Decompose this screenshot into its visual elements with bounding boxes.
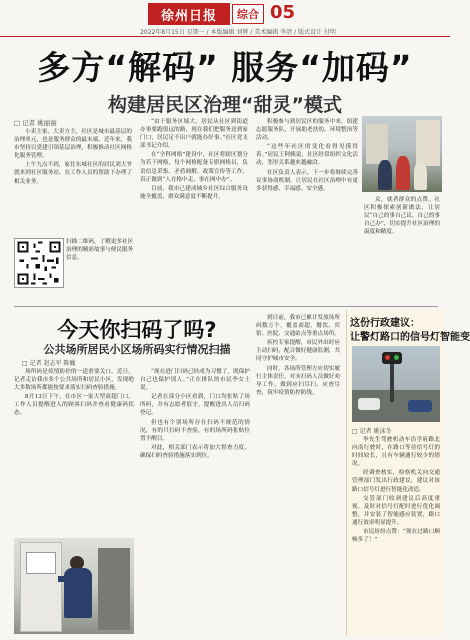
lead-photo <box>362 116 442 192</box>
paragraph: 交管部门收到建议后高度重视，及时对信号灯配时进行优化调整，并安装了智能感应装置，路口通行效率明显提升。 <box>352 495 440 526</box>
paragraph: 记者在部分小区看到，门口均张贴了场所码，并有志愿者值守，提醒进出人员扫码登记。 <box>140 394 250 417</box>
story2-column-1 <box>14 368 134 536</box>
paragraph: 场所码是疫情防控的一道重要关口。近日，记者走访我市多个公共场所和居民小区，发现绝大多数场所都能按要求落实扫码查验措施。 <box>14 369 134 392</box>
paragraph: 市民纷纷点赞：“现在过路口顺畅多了！” <box>352 529 440 544</box>
lead-column-3 <box>256 118 358 302</box>
story2-column-2 <box>140 368 250 634</box>
paragraph: 8月13日下午，在市区一家大型商超门口，工作人员提醒进入的顾客扫码并查看健康码状态。 <box>14 394 134 417</box>
paragraph: 但也有个别场所存在扫码不规范的情况，有的只扫码不查验，有的场所码张贴位置不醒目。 <box>140 419 250 442</box>
page-number: 05 <box>270 2 296 23</box>
qr-code[interactable] <box>14 238 64 288</box>
paragraph: “这些年社区的变化看得见摸得着。”居民王阿姨说，社区经常组织文化活动，邻里关系越来越融洽。 <box>256 144 358 167</box>
story2-byline: □ 记者 赵志军 陈巍 <box>22 360 76 367</box>
section-label: 综合 <box>232 4 264 24</box>
paragraph: 李先生驾驶机动车沿学府路北向南行驶时，在路口等待信号灯的时间较长，且有车辆通行较少的情况。 <box>352 437 440 468</box>
section-divider <box>14 306 438 307</box>
paragraph: “由于服务区域大，居民从社区到街道办事要跑很远的路，现在我们把服务送到家门口，居民足不出户就能办好事。”社区党支部书记介绍。 <box>140 119 248 150</box>
paragraph: 目前，我市已建成城乡社区综合服务设施全覆盖，群众满意度不断提升。 <box>140 185 248 200</box>
paragraph: 对此，相关部门表示将加大督查力度，确保扫码查验措施落实到位。 <box>140 444 250 459</box>
paragraph: 疾控专家提醒，市民外出时应主动扫码，配合做好健康监测，共同守护城市安全。 <box>256 340 340 363</box>
side-box-photo <box>352 346 440 422</box>
paper-logo <box>148 3 230 25</box>
lead-column-4 <box>364 196 440 302</box>
paragraph: 到目前，我市已累计发放场所码数万个，覆盖商超、餐饮、宾馆、医院、交通站点等重点场所。 <box>256 315 340 338</box>
paragraph: 社区负责人表示，下一步将继续完善议事协商机制，让居民在社区治理中有更多获得感、幸福感、安全感。 <box>256 169 358 192</box>
story2-headline: 今天你扫码了吗? <box>57 318 217 342</box>
lead-byline: □ 记者 姚丽丽 <box>14 119 57 127</box>
masthead-rule <box>0 36 450 37</box>
story2-subtitle: 公共场所居民小区场所码实行情况扫描 <box>43 343 231 356</box>
paragraph: “现在进门扫码已经成为习惯了，既保护自己也保护别人。”正在排队的市民李女士说。 <box>140 369 250 392</box>
paragraph: 在“全科网格”建设中，社区将辖区划分为若干网格，每个网格配备专职网格员，负责信息采集、矛盾调解、政策宣传等工作，真正做到“人在格中走、事在网中办”。 <box>140 152 248 183</box>
paragraph: 上午九点不到，家住东城社区的居民刘大爷就来到社区服务站，在工作人员的帮助下办理了相关业务。 <box>14 162 132 185</box>
paragraph: 同时，各场所管理方应切实履行主体责任，对未扫码人员做好劝导工作，做到应扫尽扫、应查尽查，筑牢疫情防控防线。 <box>256 365 340 396</box>
side-box-column <box>352 436 440 634</box>
story2-column-3 <box>256 314 340 634</box>
paragraph: 经调查核实，检察机关向交通管理部门发出行政建议，建议对该路口信号灯进行智能化改造。 <box>352 470 440 493</box>
qr-caption: 扫描二维码，了解更多社区治理的精彩故事与便民服务信息。 <box>66 239 134 261</box>
date-line: 2022年8月15日 星期一 / 本版编辑 刘辉 / 美术编辑 李清 / 版式设计 付明 <box>140 29 336 36</box>
paper-name: 徐州日报 <box>160 8 217 24</box>
side-box-title: 这份行政建议： <box>350 318 420 329</box>
paragraph: 众，就者群众的点赞。社区积极探索创新做法，让居民“自己的事自己议、自己的事自己办”，切实提升社区治理的温度和精度。 <box>364 197 440 236</box>
paragraph: 小卖主家、大卖方主，社区是城市最基层的治理单元，也是服务群众的最末端。近年来，我市坚持以党建引领基层治理，积极推动社区网格化服务管理。 <box>14 129 132 160</box>
lead-headline: 多方“解码” 服务“加码” <box>37 48 413 87</box>
side-box-byline: □ 记者 姚沫冬 <box>352 428 392 435</box>
lead-subtitle: 构建居民区治理“甜灵”模式 <box>108 94 342 116</box>
lead-column-1 <box>14 128 132 233</box>
lead-column-2 <box>140 118 248 302</box>
side-box-title: 让警灯路口的信号灯智能变 <box>350 332 470 343</box>
story2-photo <box>14 538 134 634</box>
paragraph: 积极参与到居民区的服务中来，组建志愿服务队，开展助老扶幼、环境整治等活动。 <box>256 119 358 142</box>
